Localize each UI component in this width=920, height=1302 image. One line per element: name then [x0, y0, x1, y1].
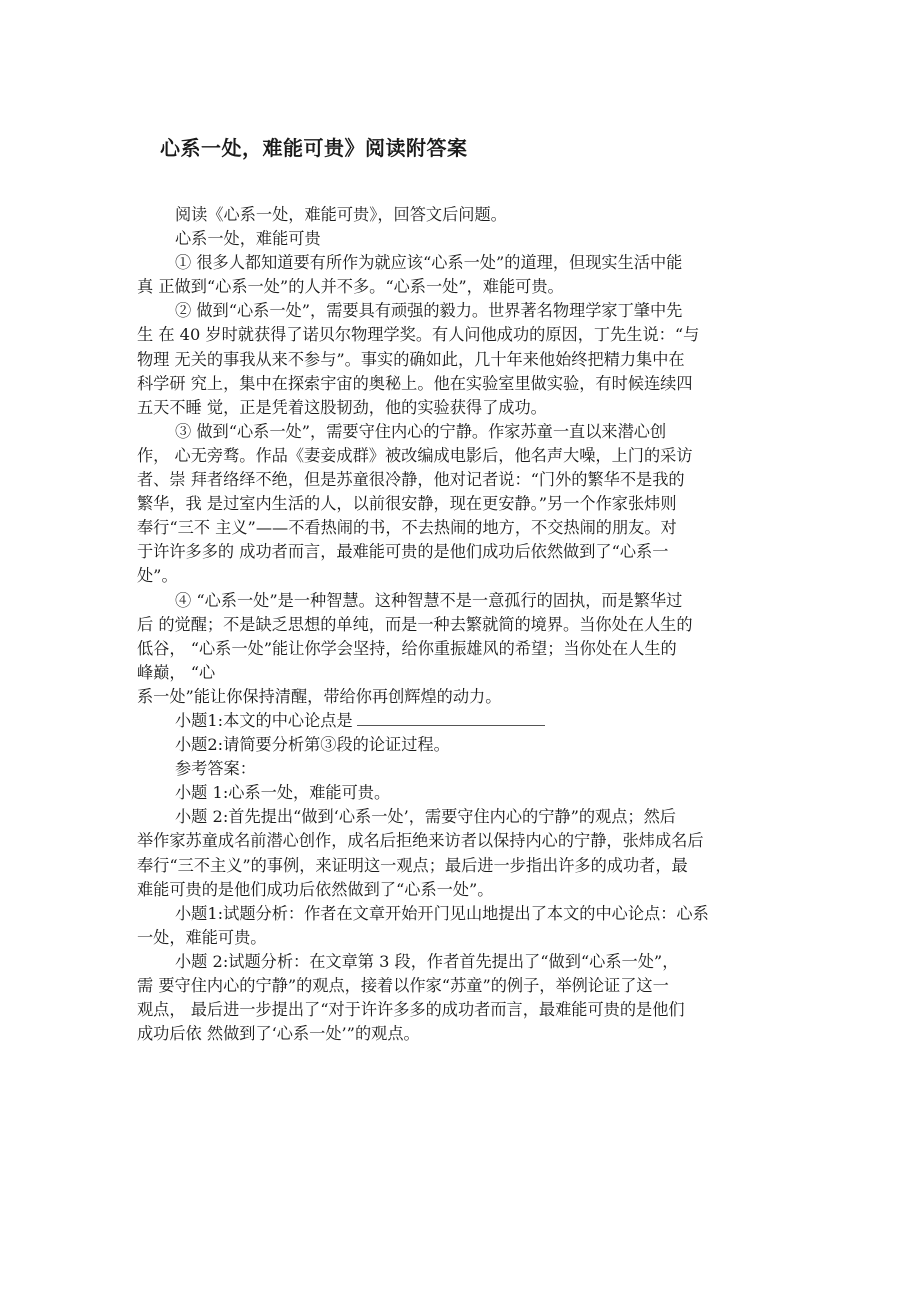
- answer-blank: [357, 709, 545, 726]
- answer-2-line: 难能可贵的是他们成功后依然做到了“心系一处”。: [137, 879, 494, 899]
- paragraph-2-line: 五天不睡 觉，正是凭着这股韧劲，他的实验获得了成功。: [137, 397, 547, 417]
- analysis-1-line: 一处，难能可贵。: [137, 927, 267, 947]
- paragraph-3-line: 处”。: [137, 566, 178, 586]
- paragraph-1-line: 真 正做到“心系一处”的人并不多。“心系一处”，难能可贵。: [137, 277, 564, 297]
- question-2: 小题2:请简要分析第③段的论证过程。: [175, 735, 450, 755]
- paragraph-2-line: 生 在 40 岁时就获得了诺贝尔物理学奖。有人问他成功的原因，丁先生说：“与: [137, 325, 700, 345]
- analysis-2-line: 成功后依 然做到了‘心系一处’”的观点。: [137, 1024, 420, 1044]
- essay-heading: 心系一处，难能可贵: [175, 229, 321, 249]
- analysis-2-line: 需 要守住内心的宁静”的观点，接着以作家“苏童”的例子，举例论证了这一: [137, 976, 669, 995]
- question-1-text: 小题1:本文的中心论点是: [175, 710, 353, 730]
- paragraph-4-line: ④ “心系一处”是一种智慧。这种智慧不是一意孤行的固执，而是繁华过: [175, 590, 683, 610]
- paragraph-2-line: ② 做到“心系一处”，需要具有顽强的毅力。世界著名物理学家丁肇中先: [175, 301, 683, 321]
- paragraph-3-line: 作， 心无旁骛。作品《妻妾成群》被改编成电影后，他名声大噪，上门的采访: [137, 445, 693, 465]
- paragraph-1-line: ① 很多人都知道要有所作为就应该“心系一处”的道理，但现实生活中能: [175, 253, 683, 273]
- paragraph-3-line: 者、崇 拜者络绎不绝，但是苏童很冷静，他对记者说：“门外的繁华不是我的: [137, 470, 685, 490]
- answer-1: 小题 1:心系一处，难能可贵。: [175, 783, 391, 803]
- paragraph-3-line: 奉行“三不 主义”——不看热闹的书，不去热闹的地方，不交热闹的朋友。对: [137, 518, 677, 538]
- paragraph-2-line: 物理 无关的事我从来不参与”。事实的确如此，几十年来他始终把精力集中在: [137, 349, 685, 369]
- intro-line: 阅读《心系一处，难能可贵》，回答文后问题。: [175, 205, 507, 224]
- answer-heading: 参考答案：: [175, 759, 256, 779]
- question-1: [137, 709, 789, 733]
- analysis-1-line: 小题1:试题分析：作者在文章开始开门见山地提出了本文的中心论点：心系: [175, 903, 709, 923]
- paragraph-4-line: 峰巅， “心: [137, 662, 216, 682]
- answer-2-line: 举作家苏童成名前潜心创作，成名后拒绝来访者以保持内心的宁静，张炜成名后: [137, 831, 704, 851]
- paragraph-3-line: ③ 做到“心系一处”，需要守住内心的宁静。作家苏童一直以来潜心创: [175, 421, 667, 441]
- paragraph-3-line: 于许许多多的 成功者而言，最难能可贵的是他们成功后依然做到了“心系一: [137, 542, 669, 562]
- document-title: 心系一处，难能可贵》阅读附答案: [160, 136, 468, 160]
- paragraph-2-line: 科学研 究上，集中在探索宇宙的奥秘上。他在实验室里做实验，有时候连续四: [137, 373, 693, 393]
- answer-2-line: 奉行“三不主义”的事例，来证明这一观点；最后进一步指出许多的成功者，最: [137, 855, 688, 875]
- paragraph-3-line: 繁华，我 是过室内生活的人，以前很安静，现在更安静。”另一个作家张炜则: [137, 494, 677, 514]
- paragraph-4-line: 低谷， “心系一处”能让你学会坚持，给你重振雄风的希望；当你处在人生的: [137, 638, 677, 658]
- document-body: [137, 203, 789, 1046]
- paragraph-4-line: 系一处”能让你保持清醒，带给你再创辉煌的动力。: [137, 686, 502, 706]
- analysis-2-line: 小题 2:试题分析：在文章第 3 段，作者首先提出了“做到“心系一处”，: [175, 951, 679, 971]
- answer-2-line: 小题 2:首先提出“做到‘心系一处’，需要守住内心的宁静”的观点；然后: [175, 807, 676, 827]
- paragraph-4-line: 后 的觉醒；不是缺乏思想的单纯，而是一种去繁就简的境界。当你处在人生的: [137, 614, 693, 634]
- analysis-2-line: 观点， 最后进一步提出了“对于许许多多的成功者而言，最难能可贵的是他们: [137, 1000, 685, 1020]
